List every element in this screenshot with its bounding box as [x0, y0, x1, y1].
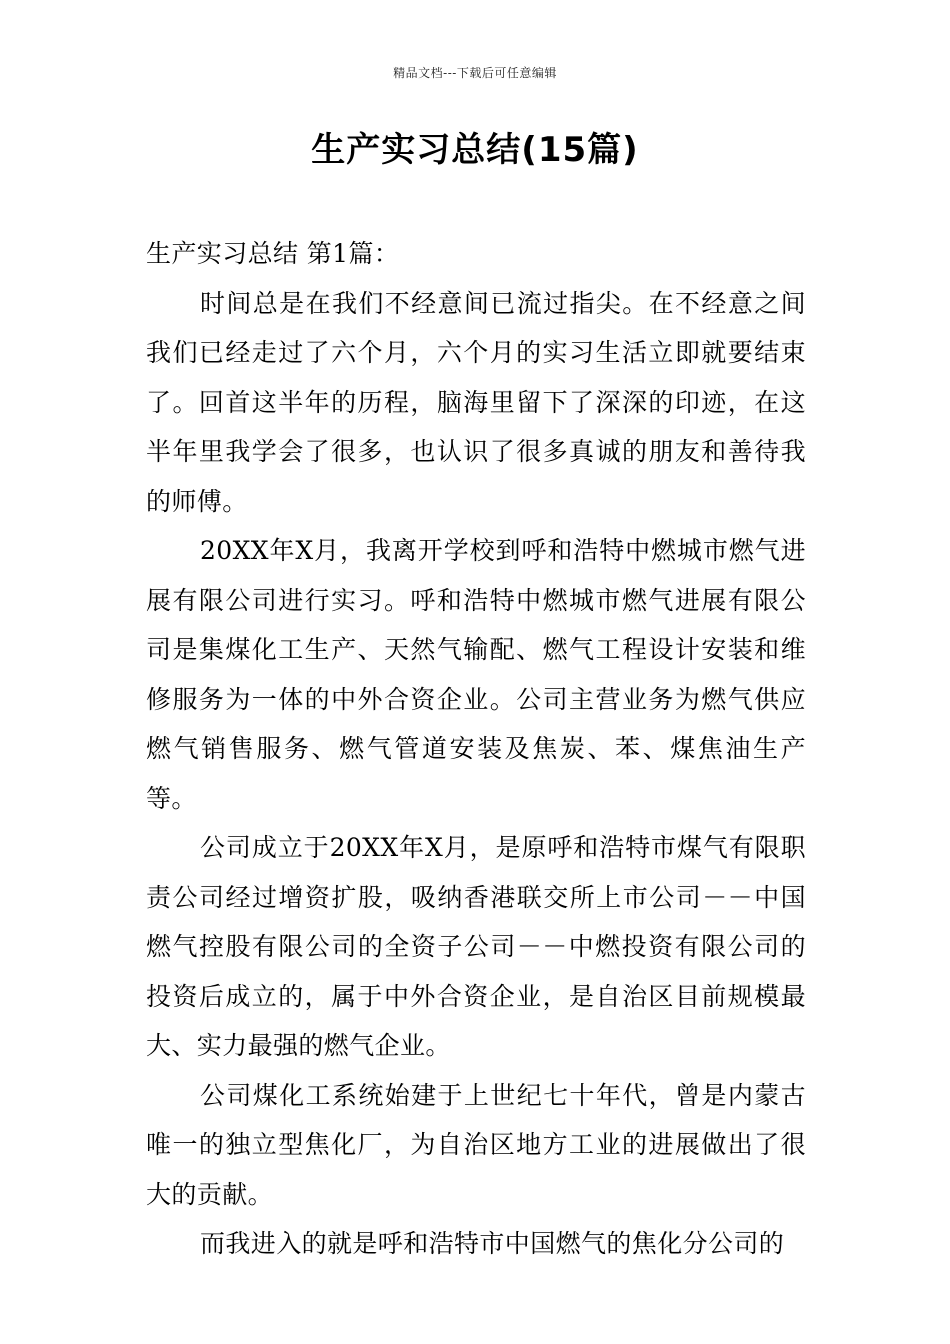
- paragraph-3: 公司成立于20XX年X月，是原呼和浩特市煤气有限职责公司经过增资扩股，吸纳香港联交所上市公司－－中国燃气控股有限公司的全资子公司－－中燃投资有限公司的投资后成立的，属于中外合资企业，是自治区目前规模最大、实力最强的燃气企业。: [146, 833, 806, 1060]
- document-title: 生产实习总结(15篇): [311, 130, 639, 170]
- section-heading: 生产实习总结 第1篇：: [146, 239, 400, 268]
- paragraph-4: 公司煤化工系统始建于上世纪七十年代，曾是内蒙古唯一的独立型焦化厂，为自治区地方工业的进展做出了很大的贡献。: [146, 1080, 806, 1209]
- document-body: [146, 229, 806, 1269]
- paragraph-1: 时间总是在我们不经意间已流过指尖。在不经意之间我们已经走过了六个月，六个月的实习生活立即就要结束了。回首这半年的历程，脑海里留下了深深的印迹，在这半年里我学会了很多，也认识了很多真诚的朋友和善待我的师傅。: [146, 288, 806, 516]
- header-note: 精品文档---下载后可任意编辑: [393, 66, 557, 80]
- paragraph-2: 20XX年X月，我离开学校到呼和浩特中燃城市燃气进展有限公司进行实习。呼和浩特中燃城市燃气进展有限公司是集煤化工生产、天然气输配、燃气工程设计安装和维修服务为一体的中外合资企业。公司主营业务为燃气供应燃气销售服务、燃气管道安装及焦炭、苯、煤焦油生产等。: [146, 536, 806, 813]
- paragraph-5: 而我进入的就是呼和浩特市中国燃气的焦化分公司的: [200, 1229, 785, 1258]
